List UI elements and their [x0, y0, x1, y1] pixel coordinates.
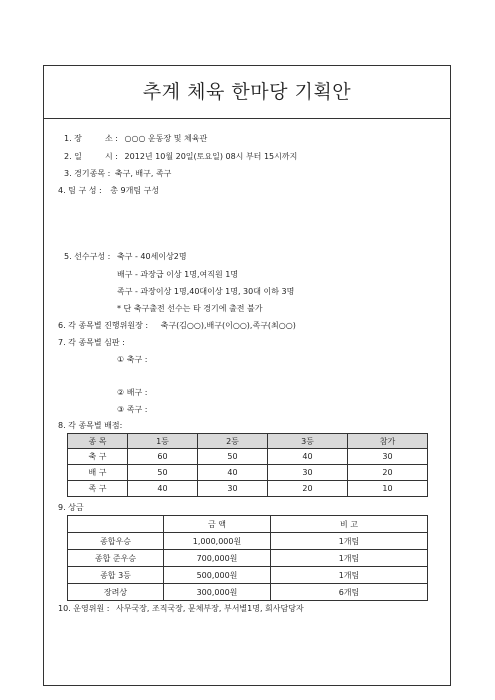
table-cell: 족 구 — [68, 481, 128, 497]
item-players-line: * 단 축구출전 선수는 타 경기에 출전 불가 — [117, 304, 263, 313]
table-cell: 20 — [268, 481, 348, 497]
item-managers-num: 6. 각 종목별 진행위원장 : — [58, 321, 149, 330]
item-teams-value: 총 9개팀 구성 — [110, 186, 160, 195]
item-committee — [58, 604, 304, 614]
item-managers — [58, 321, 296, 331]
points-table-header-row — [68, 434, 428, 449]
item-committee-num: 10. 운영위원 : — [58, 604, 110, 613]
table-cell: 종합 준우승 — [68, 550, 164, 567]
points-header-cell: 종 목 — [68, 434, 128, 449]
table-cell: 40 — [128, 481, 198, 497]
points-table — [67, 433, 428, 497]
points-header-cell: 3등 — [268, 434, 348, 449]
table-cell: 500,000원 — [164, 567, 271, 584]
table-cell: 40 — [198, 465, 268, 481]
table-cell: 10 — [348, 481, 428, 497]
prize-header-cell: 비 고 — [271, 516, 428, 533]
item-managers-value: 축구(김○○),배구(이○○),족구(최○○) — [160, 321, 296, 330]
table-row — [68, 449, 428, 465]
table-cell: 장려상 — [68, 584, 164, 601]
table-cell: 60 — [128, 449, 198, 465]
table-cell: 50 — [198, 449, 268, 465]
table-row — [68, 584, 428, 601]
table-cell: 30 — [198, 481, 268, 497]
table-cell: 20 — [348, 465, 428, 481]
item-place-label: 소 : — [105, 134, 118, 143]
item-points-num: 8. 각 종목별 배점: — [58, 421, 123, 430]
prize-table-header-row — [68, 516, 428, 533]
item-date-num: 2. 일 — [64, 152, 82, 161]
item-players-line: 족구 - 과장이상 1명,40대이상 1명, 30대 이하 3명 — [117, 287, 295, 296]
item-players-num: 5. 선수구성 : — [64, 252, 111, 261]
referee-line: ① 축구 : — [117, 355, 148, 364]
item-date — [64, 152, 297, 162]
referee-line: ② 배구 : — [117, 388, 148, 397]
referee-line: ③ 족구 : — [117, 405, 148, 414]
table-cell: 배 구 — [68, 465, 128, 481]
item-events — [64, 169, 171, 179]
table-cell: 1개팀 — [271, 550, 428, 567]
item-players-line: 축구 - 40세이상2명 — [117, 252, 187, 261]
table-row — [68, 567, 428, 584]
table-cell: 6개팀 — [271, 584, 428, 601]
table-cell: 700,000원 — [164, 550, 271, 567]
table-cell: 1개팀 — [271, 567, 428, 584]
table-row — [68, 465, 428, 481]
table-cell: 종합 3등 — [68, 567, 164, 584]
table-row — [68, 533, 428, 550]
table-cell: 종합우승 — [68, 533, 164, 550]
item-players-line: 배구 - 과장급 이상 1명,여직원 1명 — [117, 270, 239, 279]
item-teams — [58, 186, 159, 196]
prize-table — [67, 515, 428, 601]
table-row — [68, 550, 428, 567]
item-date-label: 시 : — [105, 152, 118, 161]
item-events-num: 3. 경기종목 : — [64, 169, 111, 178]
points-header-cell: 1등 — [128, 434, 198, 449]
table-cell: 30 — [268, 465, 348, 481]
points-header-cell: 2등 — [198, 434, 268, 449]
table-cell: 300,000원 — [164, 584, 271, 601]
title-divider — [43, 118, 451, 119]
item-place-num: 1. 장 — [64, 134, 82, 143]
item-place — [64, 134, 207, 144]
table-cell: 1,000,000원 — [164, 533, 271, 550]
prize-header-cell: 금 액 — [164, 516, 271, 533]
item-events-value: 축구, 배구, 족구 — [114, 169, 172, 178]
item-place-value: ○○○ 운동장 및 체육관 — [124, 134, 208, 143]
item-teams-num: 4. 팀 구 성 : — [58, 186, 102, 195]
points-header-cell: 참가 — [348, 434, 428, 449]
table-cell: 40 — [268, 449, 348, 465]
table-row — [68, 481, 428, 497]
item-date-value: 2012년 10월 20일(토요일) 08시 부터 15시까지 — [124, 152, 298, 161]
item-referees-num: 7. 각 종목별 심판 : — [58, 338, 125, 347]
table-cell: 50 — [128, 465, 198, 481]
prize-header-cell — [68, 516, 164, 533]
item-prizes-num: 9. 상금 — [58, 503, 84, 512]
item-committee-value: 사무국장, 조직국장, 문체부장, 부서별1명, 회사담당자 — [115, 604, 304, 613]
table-cell: 1개팀 — [271, 533, 428, 550]
table-cell: 축 구 — [68, 449, 128, 465]
document-title: 추계 체육 한마당 기획안 — [142, 81, 352, 103]
table-cell: 30 — [348, 449, 428, 465]
